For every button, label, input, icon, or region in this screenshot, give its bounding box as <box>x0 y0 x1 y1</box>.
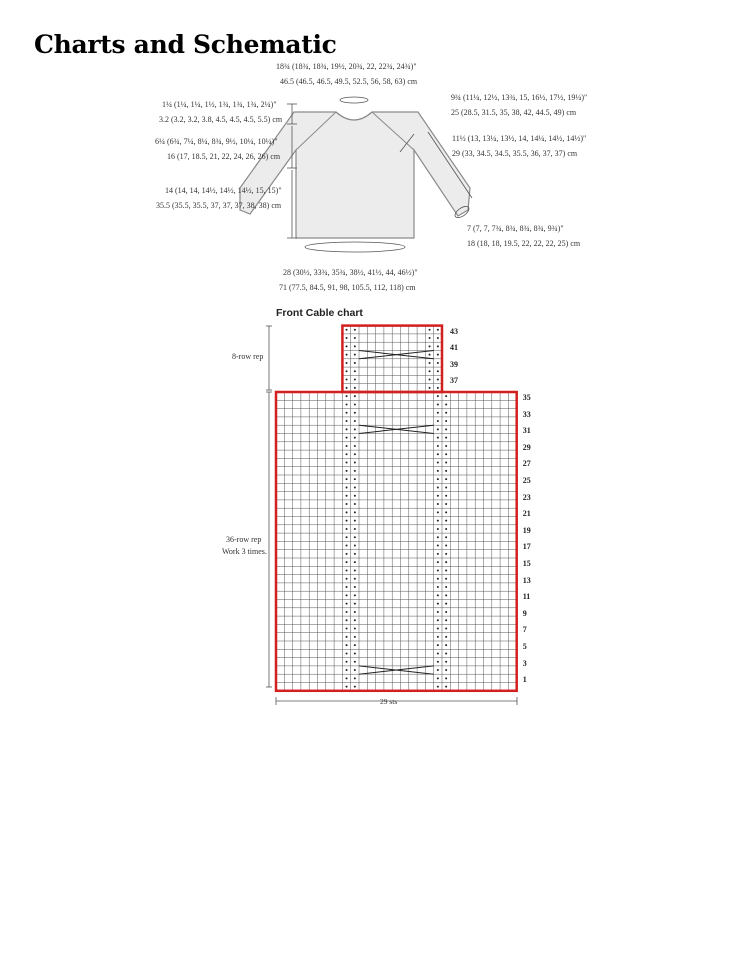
purl-dot <box>437 511 439 513</box>
purl-dot <box>445 462 447 464</box>
purl-dot <box>354 636 356 638</box>
purl-dot <box>346 345 348 347</box>
stitch-count-label: 29 sts <box>380 697 398 706</box>
purl-dot <box>437 445 439 447</box>
purl-dot <box>354 486 356 488</box>
purl-dot <box>346 387 348 389</box>
sleeve-length-label-in: 11½ (13, 13¼, 13½, 14, 14¼, 14½, 14½)" <box>452 134 587 143</box>
purl-dot <box>354 603 356 605</box>
row-number: 11 <box>522 592 531 602</box>
purl-dot <box>437 345 439 347</box>
purl-dot <box>445 478 447 480</box>
purl-dot <box>346 403 348 405</box>
purl-dot <box>437 470 439 472</box>
purl-dot <box>445 553 447 555</box>
purl-dot <box>445 636 447 638</box>
purl-dot <box>437 370 439 372</box>
purl-dot <box>346 337 348 339</box>
purl-dot <box>354 594 356 596</box>
purl-dot <box>445 470 447 472</box>
purl-dot <box>346 354 348 356</box>
purl-dot <box>354 536 356 538</box>
purl-dot <box>437 528 439 530</box>
purl-dot <box>445 395 447 397</box>
purl-dot <box>354 453 356 455</box>
purl-dot <box>437 536 439 538</box>
purl-dot <box>437 437 439 439</box>
purl-dot <box>346 520 348 522</box>
purl-dot <box>346 536 348 538</box>
purl-dot <box>354 511 356 513</box>
purl-dot <box>437 652 439 654</box>
purl-dot <box>346 636 348 638</box>
row-number: 39 <box>450 359 458 369</box>
purl-dot <box>437 619 439 621</box>
row-number: 15 <box>522 559 531 568</box>
purl-dot <box>445 528 447 530</box>
row-number: 23 <box>522 492 531 502</box>
row-number: 31 <box>522 426 531 436</box>
purl-dot <box>445 437 447 439</box>
row-number: 41 <box>450 343 458 353</box>
purl-dot <box>346 445 348 447</box>
purl-dot <box>354 661 356 663</box>
purl-dot <box>354 652 356 654</box>
yoke-depth-label-in: 6¼ (6¾, 7¼, 8¼, 8¾, 9½, 10¼, 10¼)" <box>155 137 278 146</box>
row-number: 33 <box>522 409 531 419</box>
purl-dot <box>354 329 356 331</box>
purl-dot <box>354 395 356 397</box>
purl-dot <box>445 561 447 563</box>
purl-dot <box>429 370 431 372</box>
row-number: 9 <box>522 608 527 618</box>
purl-dot <box>354 412 356 414</box>
purl-dot <box>346 379 348 381</box>
purl-dot <box>346 420 348 422</box>
row-number: 29 <box>522 442 531 452</box>
purl-dot <box>437 686 439 688</box>
purl-dot <box>346 561 348 563</box>
purl-dot <box>437 677 439 679</box>
row-number: 43 <box>450 326 458 336</box>
upper-back-label-cm: 3.2 (3.2, 3.2, 3.8, 4.5, 4.5, 4.5, 5.5) cm <box>159 115 283 124</box>
purl-dot <box>354 362 356 364</box>
row-number: 35 <box>522 393 531 402</box>
body-length-label-in: 14 (14, 14, 14½, 14½, 14½, 15, 15)" <box>165 186 282 195</box>
purl-dot <box>346 486 348 488</box>
purl-dot <box>445 486 447 488</box>
purl-dot <box>437 462 439 464</box>
purl-dot <box>354 345 356 347</box>
purl-dot <box>445 511 447 513</box>
purl-dot <box>354 387 356 389</box>
purl-dot <box>445 569 447 571</box>
row-number: 37 <box>450 376 458 386</box>
rep-label-main-line1: 36-row rep <box>226 535 262 544</box>
purl-dot <box>354 445 356 447</box>
purl-dot <box>346 669 348 671</box>
purl-dot <box>346 628 348 630</box>
purl-dot <box>346 661 348 663</box>
purl-dot <box>437 379 439 381</box>
purl-dot <box>346 594 348 596</box>
purl-dot <box>445 661 447 663</box>
purl-dot <box>445 428 447 430</box>
purl-dot <box>445 536 447 538</box>
purl-dot <box>346 453 348 455</box>
purl-dot <box>346 603 348 605</box>
purl-dot <box>445 520 447 522</box>
purl-dot <box>437 644 439 646</box>
purl-dot <box>346 503 348 505</box>
purl-dot <box>346 586 348 588</box>
row-number: 3 <box>522 658 527 668</box>
purl-dot <box>437 403 439 405</box>
purl-dot <box>437 553 439 555</box>
purl-dot <box>437 569 439 571</box>
purl-dot <box>437 478 439 480</box>
purl-dot <box>437 362 439 364</box>
purl-dot <box>437 412 439 414</box>
body-length-label-cm: 35.5 (35.5, 35.5, 37, 37, 37, 38, 38) cm <box>156 201 282 210</box>
purl-dot <box>437 578 439 580</box>
cable-crossings <box>359 351 434 675</box>
purl-dot <box>445 545 447 547</box>
purl-dot <box>346 569 348 571</box>
purl-dot <box>445 412 447 414</box>
neck-width-label-cm: 46.5 (46.5, 46.5, 49.5, 52.5, 56, 58, 63) cm <box>280 77 418 86</box>
purl-dot <box>354 437 356 439</box>
purl-dot <box>346 578 348 580</box>
row-number: 25 <box>522 476 531 485</box>
purl-dot <box>437 329 439 331</box>
purl-dot <box>437 669 439 671</box>
purl-dot <box>437 428 439 430</box>
purl-dot <box>429 329 431 331</box>
purl-dot <box>354 686 356 688</box>
purl-dot <box>437 486 439 488</box>
purl-dot <box>354 478 356 480</box>
purl-dot <box>437 337 439 339</box>
row-number: 27 <box>522 459 531 469</box>
yoke-depth-label-cm: 16 (17, 18.5, 21, 22, 24, 26, 26) cm <box>167 152 281 161</box>
purl-dot <box>346 677 348 679</box>
purl-dot <box>354 677 356 679</box>
purl-dot <box>437 594 439 596</box>
purl-dot <box>445 686 447 688</box>
purl-dot <box>437 420 439 422</box>
chart-title: Front Cable chart <box>276 307 363 319</box>
purl-dot <box>354 553 356 555</box>
purl-dot <box>354 337 356 339</box>
purl-dot <box>346 362 348 364</box>
purl-dot <box>437 628 439 630</box>
purl-dot <box>354 569 356 571</box>
purl-dot <box>354 578 356 580</box>
purl-dot <box>346 619 348 621</box>
purl-dot <box>354 611 356 613</box>
purl-dot <box>437 586 439 588</box>
purl-dot <box>437 603 439 605</box>
purl-dot <box>346 412 348 414</box>
purl-dot <box>445 677 447 679</box>
chart-grid-top <box>342 326 442 392</box>
purl-dot <box>354 545 356 547</box>
purl-dot <box>437 636 439 638</box>
purl-dot <box>445 669 447 671</box>
purl-dot <box>346 437 348 439</box>
purl-dot <box>354 528 356 530</box>
purl-dot <box>346 686 348 688</box>
purl-dot <box>354 470 356 472</box>
purl-dot <box>445 586 447 588</box>
purl-dot <box>445 453 447 455</box>
purl-dot <box>354 628 356 630</box>
chart-grid-main <box>276 392 517 691</box>
purl-dot <box>354 354 356 356</box>
purl-dot <box>437 545 439 547</box>
purl-dot <box>354 520 356 522</box>
purl-dot <box>445 619 447 621</box>
purl-dot <box>437 387 439 389</box>
purl-dot <box>346 395 348 397</box>
purl-dot <box>354 644 356 646</box>
purl-dot <box>429 345 431 347</box>
rep-label-main-line2: Work 3 times. <box>222 547 267 556</box>
purl-dot <box>445 420 447 422</box>
sleeve-length-label-cm: 29 (33, 34.5, 34.5, 35.5, 36, 37, 37) cm <box>452 149 578 158</box>
neck-width-label-in: 18¾ (18¾, 18¾, 19½, 20¾, 22, 22¾, 24¾)" <box>276 62 417 71</box>
purl-dot <box>346 462 348 464</box>
purl-dot <box>437 453 439 455</box>
cuff-label-in: 7 (7, 7, 7¾, 8¾, 8¾, 8¾, 9¾)" <box>467 224 564 233</box>
purl-dot <box>346 329 348 331</box>
purl-dot <box>445 611 447 613</box>
purl-dot <box>437 561 439 563</box>
purl-dot <box>354 462 356 464</box>
purl-dot <box>437 395 439 397</box>
purl-dot <box>354 503 356 505</box>
row-number: 21 <box>522 509 531 519</box>
purl-dot <box>346 652 348 654</box>
purl-dot <box>346 644 348 646</box>
purl-dot <box>437 354 439 356</box>
purl-dot <box>354 619 356 621</box>
purl-dot <box>437 661 439 663</box>
hip-label-in: 28 (30½, 33¾, 35¾, 38½, 41½, 44, 46½)" <box>283 268 418 277</box>
purl-dot <box>437 495 439 497</box>
purl-dot <box>354 403 356 405</box>
cuff-label-cm: 18 (18, 18, 19.5, 22, 22, 22, 25) cm <box>467 239 581 248</box>
purl-dot <box>354 428 356 430</box>
purl-dot <box>429 337 431 339</box>
purl-dot <box>354 495 356 497</box>
row-number: 17 <box>522 542 531 552</box>
purl-dot <box>346 495 348 497</box>
purl-dot <box>445 603 447 605</box>
purl-dot <box>445 503 447 505</box>
purl-dot <box>354 420 356 422</box>
row-number: 5 <box>522 642 527 651</box>
purl-dot <box>354 561 356 563</box>
row-number: 19 <box>522 525 531 535</box>
purl-dot <box>437 503 439 505</box>
hip-label-cm: 71 (77.5, 84.5, 91, 98, 105.5, 112, 118) cm <box>279 283 416 292</box>
purl-dot <box>445 594 447 596</box>
row-number: 13 <box>522 575 531 585</box>
purl-dot <box>445 578 447 580</box>
purl-dot <box>445 445 447 447</box>
purl-dot <box>437 520 439 522</box>
purl-dot <box>445 628 447 630</box>
purl-dot <box>445 644 447 646</box>
purl-dot <box>429 379 431 381</box>
purl-dot <box>354 370 356 372</box>
row-number: 1 <box>522 675 527 685</box>
purl-dot <box>354 669 356 671</box>
upper-back-label-in: 1¼ (1¼, 1¼, 1½, 1¾, 1¾, 1¾, 2¼)" <box>162 100 277 109</box>
purl-dot <box>445 403 447 405</box>
rep-label-top: 8-row rep <box>232 352 264 361</box>
purl-dot <box>429 354 431 356</box>
purl-dot <box>346 528 348 530</box>
purl-dot <box>346 611 348 613</box>
purl-dot <box>346 428 348 430</box>
purl-dot <box>354 586 356 588</box>
purl-dot <box>346 553 348 555</box>
purl-dot <box>346 545 348 547</box>
purl-dot <box>346 370 348 372</box>
upper-arm-label-in: 9¾ (11¼, 12½, 13¾, 15, 16½, 17½, 19¼)" <box>451 93 588 102</box>
purl-dot <box>346 478 348 480</box>
purl-dot <box>346 511 348 513</box>
purl-dot <box>354 379 356 381</box>
upper-arm-label-cm: 25 (28.5, 31.5, 35, 38, 42, 44.5, 49) cm <box>451 108 577 117</box>
purl-dot <box>429 362 431 364</box>
purl-dot <box>429 387 431 389</box>
purl-dot <box>437 611 439 613</box>
row-number: 7 <box>522 625 527 635</box>
purl-dot <box>445 495 447 497</box>
page-title: Charts and Schematic <box>34 30 337 59</box>
purl-dot <box>346 470 348 472</box>
purl-dot <box>445 652 447 654</box>
